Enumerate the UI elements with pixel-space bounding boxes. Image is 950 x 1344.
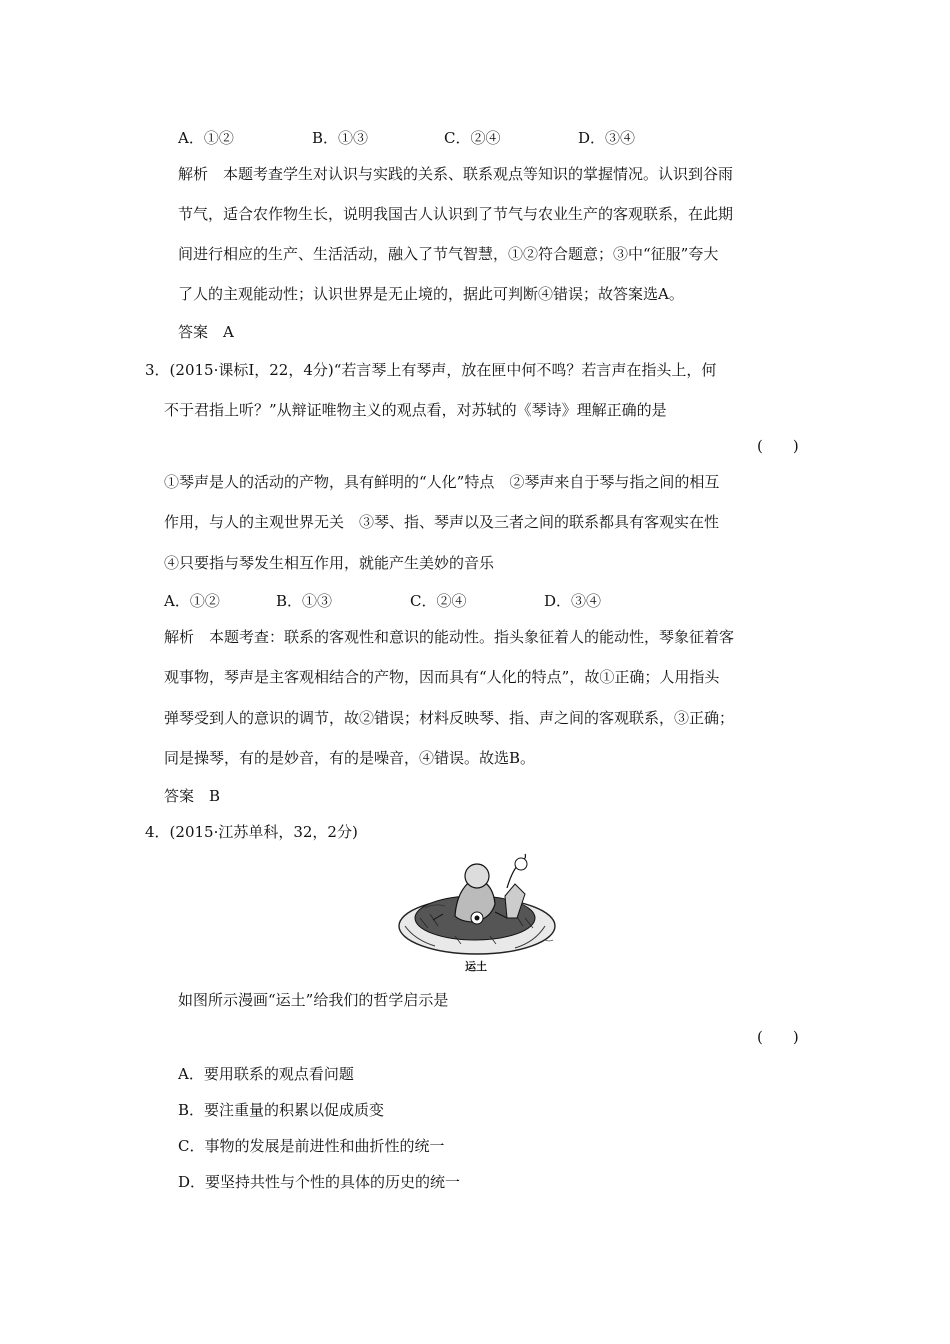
- q2-analysis-line: 节气，适合农作物生长，说明我国古人认识到了节气与农业生产的客观联系，在此期: [178, 205, 734, 223]
- q3-item-line: 作用，与人的主观世界无关 ③琴、指、琴声以及三者之间的联系都具有客观实在性: [164, 513, 720, 531]
- q4-answer-bracket: ( ): [757, 1028, 799, 1046]
- cartoon-caption: 运土: [465, 960, 487, 973]
- q2-option-a: A．①②: [178, 129, 234, 147]
- q2-answer: 答案 A: [178, 323, 234, 341]
- q2-analysis-line: 间进行相应的生产、生活活动，融入了节气智慧，①②符合题意；③中“征服”夸大: [178, 245, 719, 263]
- q3-item-line: ④只要指与琴发生相互作用，就能产生美妙的音乐: [164, 554, 495, 572]
- q4-option-d: D．要坚持共性与个性的具体的历史的统一: [178, 1173, 461, 1191]
- q4-question: 如图所示漫画“运土”给我们的哲学启示是: [178, 991, 449, 1009]
- q2-option-d: D．③④: [578, 129, 636, 147]
- q2-analysis-line: 解析 本题考查学生对认识与实践的关系、联系观点等知识的掌握情况。认识到谷雨: [178, 165, 734, 183]
- q2-option-c: C．②④: [444, 129, 501, 147]
- q3-stem-line: 3．(2015·课标Ⅰ，22，4分)“若言琴上有琴声，放在匣中何不鸣？若言声在指头上，何: [145, 361, 717, 379]
- q4-option-c: C．事物的发展是前进性和曲折性的统一: [178, 1137, 445, 1155]
- cartoon-illustration: [395, 848, 560, 960]
- q3-option-b: B．①③: [276, 592, 333, 610]
- q3-option-a: A．①②: [164, 592, 220, 610]
- q4-stem: 4．(2015·江苏单科，32，2分): [145, 823, 358, 841]
- q3-analysis-line: 弹琴受到人的意识的调节，故②错误；材料反映琴、指、声之间的客观联系，③正确；: [164, 709, 735, 727]
- q3-option-d: D．③④: [544, 592, 602, 610]
- q4-option-b: B．要注重量的积累以促成质变: [178, 1101, 385, 1119]
- q3-option-c: C．②④: [410, 592, 467, 610]
- q3-stem-line: 不于君指上听？”从辩证唯物主义的观点看，对苏轼的《琴诗》理解正确的是: [164, 401, 667, 419]
- q2-option-b: B．①③: [312, 129, 369, 147]
- q3-analysis-line: 解析 本题考查：联系的客观性和意识的能动性。指头象征着人的能动性，琴象征着客: [164, 628, 735, 646]
- q4-option-a: A．要用联系的观点看问题: [178, 1065, 354, 1083]
- q3-analysis-line: 观事物，琴声是主客观相结合的产物，因而具有“人化的特点”，故①正确；人用指头: [164, 668, 720, 686]
- q3-item-line: ①琴声是人的活动的产物，具有鲜明的“人化”特点 ②琴声来自于琴与指之间的相互: [164, 473, 720, 491]
- q2-analysis-line: 了人的主观能动性；认识世界是无止境的，据此可判断④错误；故答案选A。: [178, 285, 684, 303]
- q3-analysis-line: 同是操琴，有的是妙音，有的是噪音，④错误。故选B。: [164, 749, 536, 767]
- q3-answer: 答案 B: [164, 787, 221, 805]
- q3-answer-bracket: ( ): [757, 437, 799, 455]
